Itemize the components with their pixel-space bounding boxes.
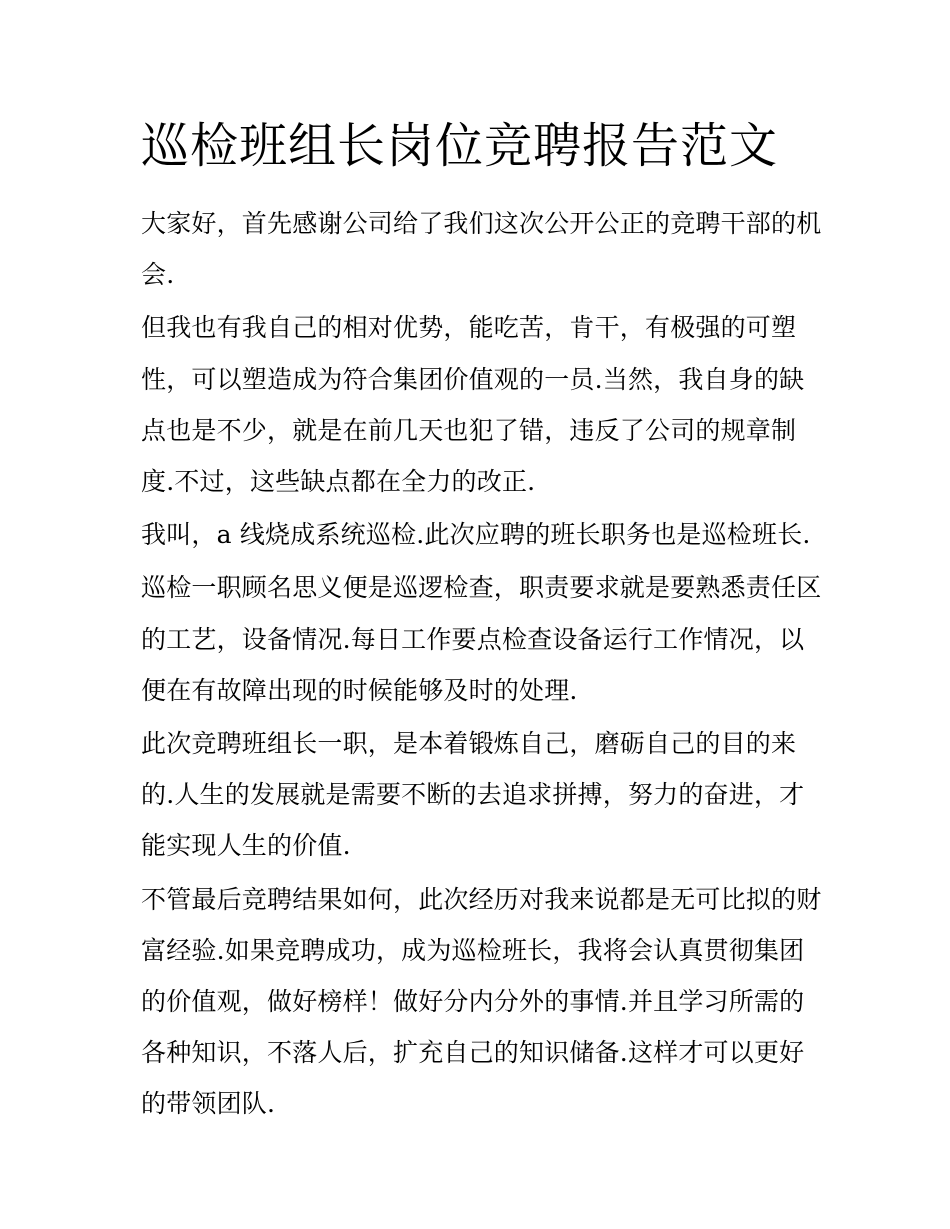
text-line: 的带领团队. [141,1089,276,1119]
text-line: 巡检一职顾名思义便是巡逻检查，职责要求就是要熟悉责任区 [141,573,822,603]
text-line: 各种知识，不落人后，扩充自己的知识储备.这样才可以更好 [141,1038,805,1068]
paragraph-introduction [141,509,817,560]
document-body [141,198,822,1132]
text-line: 点也是不少，就是在前几天也犯了错，违反了公司的规章制 [141,415,797,445]
text-line: 度.不过，这些缺点都在全力的改正. [141,467,536,497]
text-line: 会. [141,260,175,290]
text-line: 的价值观，做好榜样！做好分内分外的事情.并且学习所需的 [141,987,805,1017]
text-line: 但我也有我自己的相对优势，能吃苦，肯干，有极强的可塑 [141,313,797,343]
document-title: 巡检班组长岗位竞聘报告范文 [141,118,779,174]
paragraph-greeting [141,198,822,300]
text-line: 不管最后竞聘结果如何，此次经历对我来说都是无可比拟的财 [141,884,822,914]
text-line: 此次竞聘班组长一职，是本着锻炼自己，磨砺自己的目的来 [141,729,797,759]
text-line: 能实现人生的价值. [141,831,351,861]
text-line: 的.人生的发展就是需要不断的去追求拼搏，努力的奋进，才 [141,780,805,810]
text-line: 大家好，首先感谢公司给了我们这次公开公正的竞聘干部的机 [141,209,822,238]
paragraph-duties [141,562,822,716]
paragraph-motivation [141,718,817,872]
text-line: 的工艺，设备情况.每日工作要点检查设备运行工作情况，以 [141,624,805,654]
paragraph-conclusion [141,874,822,1130]
text-line: 便在有故障出现的时候能够及时的处理. [141,675,578,705]
text-line: 我叫，a 线烧成系统巡检.此次应聘的班长职务也是巡检班长. [141,520,811,550]
text-line: 富经验.如果竞聘成功，成为巡检班长，我将会认真贯彻集团 [141,935,805,965]
text-line: 性，可以塑造成为符合集团价值观的一员.当然，我自身的缺 [141,364,805,394]
paragraph-strengths [141,302,817,507]
